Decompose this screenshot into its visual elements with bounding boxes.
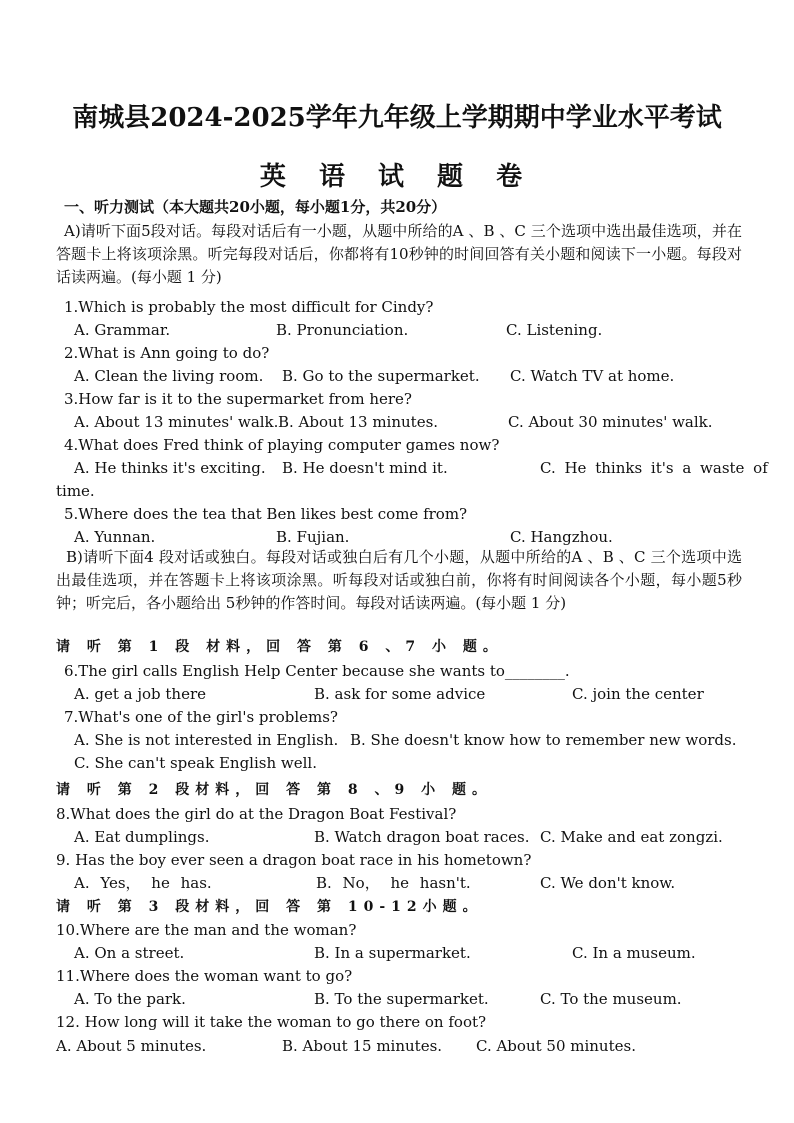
part-a-instructions: A)请听下面5段对话。每段对话后有一小题，从题中所给的A 、B 、C 三个选项中选出最佳选项，并在答题卡上将该项涂黑。听完每段对话后，你都将有10秒钟的时间回答有关小题和阅读下一小题。每段对话读两遍。(每小题 1 分) [56, 222, 742, 286]
part-b-instructions: B)请听下面4 段对话或独白。每段对话或独白后有几个小题，从题中所给的A 、B 、C 三个选项中选出最佳选项，并在答题卡上将该项涂黑。听每段对话或独白前，你将有时间阅读各个小题，每小题5秒钟；听完后，各小题给出 5秒钟的作答时间。每段对话读两遍。(每小题 1 分) [56, 548, 742, 612]
option-b: B. About 15 minutes. [282, 1037, 443, 1055]
material-1-heading: 请 听 第 1 段 材料，回 答 第 6 、7 小 题。 [56, 639, 503, 655]
option-c: C. To the museum. [540, 990, 682, 1008]
option-c: C. Watch TV at home. [510, 367, 675, 385]
option-a: A. Yes， he has. [74, 874, 212, 892]
exam-title: 南城县2024-2025学年九年级上学期期中学业水平考试 [72, 103, 722, 133]
option-c: C. Make and eat zongzi. [540, 828, 723, 846]
question-stem: 6.The girl calls English Help Center because she wants to________. [64, 662, 570, 680]
question-stem: 2.What is Ann going to do? [64, 344, 270, 362]
question-stem: 5.Where does the tea that Ben likes best come from? [64, 505, 468, 523]
material-2-heading: 请 听 第 2 段材料，回 答 第 8 、9 小 题。 [56, 782, 492, 798]
material-3-heading: 请 听 第 3 段材料，回 答 第 10-12小题。 [56, 899, 483, 915]
question-stem: 1.Which is probably the most difficult for Cindy? [64, 298, 434, 316]
option-c: C. We don't know. [540, 874, 676, 892]
question-stem: 4.What does Fred think of playing computer games now? [64, 436, 500, 454]
option-a: A. Eat dumplings. [74, 828, 210, 846]
option-b: B. To the supermarket. [314, 990, 489, 1008]
option-b: B. Fujian. [276, 528, 350, 546]
option-a: A. get a job there [74, 685, 207, 703]
option-a: A. Grammar. [74, 321, 171, 339]
option-b: B. Go to the supermarket. [282, 367, 480, 385]
option-c-continued: time. [56, 482, 95, 500]
option-a: A. About 5 minutes. [56, 1037, 207, 1055]
question-stem: 3.How far is it to the supermarket from here? [64, 390, 412, 408]
option-b: B. In a supermarket. [314, 944, 471, 962]
option-c: C. About 30 minutes' walk. [508, 413, 713, 431]
option-c: C. In a museum. [572, 944, 696, 962]
option-b: B. He doesn't mind it. [282, 459, 448, 477]
option-c: C. Hangzhou. [510, 528, 613, 546]
section-heading-listening: 一、听力测试（本大题共20小题，每小题1分，共20分） [64, 198, 447, 216]
question-stem: 7.What's one of the girl's problems? [64, 708, 338, 726]
option-b: B. ask for some advice [314, 685, 486, 703]
option-c: C. He thinks it's a waste of [540, 459, 768, 477]
option-c: C. Listening. [506, 321, 603, 339]
option-a: A. About 13 minutes' walk. [74, 413, 279, 431]
question-stem: 9. Has the boy ever seen a dragon boat race in his hometown? [56, 851, 532, 869]
question-stem: 12. How long will it take the woman to go there on foot? [56, 1013, 487, 1031]
question-stem: 11.Where does the woman want to go? [56, 967, 353, 985]
option-c: C. She can't speak English well. [74, 754, 317, 772]
option-b: B. No， he hasn't. [316, 874, 471, 892]
option-a: A. Clean the living room. [74, 367, 264, 385]
option-c: C. join the center [572, 685, 704, 703]
option-b: B. About 13 minutes. [278, 413, 439, 431]
option-a: A. He thinks it's exciting. [74, 459, 266, 477]
option-a: A. To the park. [74, 990, 186, 1008]
question-stem: 10.Where are the man and the woman? [56, 921, 357, 939]
question-stem: 8.What does the girl do at the Dragon Boat Festival? [56, 805, 457, 823]
option-a: A. She is not interested in English. [74, 731, 339, 749]
exam-subtitle: 英 语 试 题 卷 [259, 162, 535, 192]
option-b: B. Watch dragon boat races. [314, 828, 530, 846]
option-c: C. About 50 minutes. [476, 1037, 636, 1055]
option-a: A. On a street. [74, 944, 185, 962]
option-a: A. Yunnan. [74, 528, 156, 546]
option-b: B. Pronunciation. [276, 321, 409, 339]
option-b: B. She doesn't know how to remember new words. [350, 731, 737, 749]
